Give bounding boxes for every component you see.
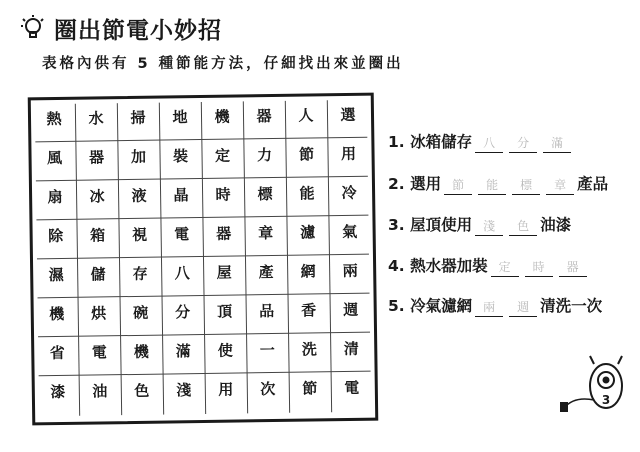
question-label: 4. 熱水器加裝: [388, 257, 488, 275]
grid-cell[interactable]: 風: [46, 148, 63, 168]
grid-cell[interactable]: 頂: [217, 302, 233, 321]
answer-blank[interactable]: 器: [559, 258, 587, 277]
grid-cell[interactable]: 器: [256, 107, 272, 126]
question-item: [388, 130, 574, 153]
grid-cell[interactable]: 烘: [91, 304, 107, 323]
grid-cell[interactable]: 次: [260, 380, 276, 399]
question-suffix: 清洗一次: [540, 297, 603, 315]
grid-cell[interactable]: 濾: [300, 223, 316, 242]
grid-cell[interactable]: 油: [92, 382, 108, 401]
grid-cell[interactable]: 儲: [90, 265, 106, 284]
answer-blank[interactable]: 章: [546, 176, 574, 195]
grid-cell[interactable]: 滿: [175, 342, 191, 361]
grid-cell[interactable]: 選: [340, 105, 356, 125]
grid-cell[interactable]: 品: [259, 302, 275, 321]
grid-cell[interactable]: 加: [130, 147, 147, 166]
title-row: [18, 12, 222, 44]
question-label: 5. 冷氣濾網: [388, 297, 473, 315]
grid-cell[interactable]: 網: [300, 262, 316, 281]
grid-cell[interactable]: 電: [174, 225, 190, 244]
answer-blank[interactable]: 淺: [475, 217, 503, 236]
grid-cell[interactable]: 能: [299, 184, 315, 203]
grid-cell[interactable]: 器: [216, 224, 232, 243]
answer-blank[interactable]: 週: [509, 298, 537, 317]
grid-cell[interactable]: 人: [298, 106, 314, 125]
grid-cell[interactable]: 濕: [48, 265, 64, 285]
grid-cell[interactable]: 電: [344, 378, 360, 398]
answer-blank[interactable]: 八: [475, 134, 503, 153]
word-search-grid: [28, 93, 379, 426]
grid-cell[interactable]: 時: [215, 185, 231, 204]
grid-cell[interactable]: 標: [257, 185, 273, 204]
grid-cell[interactable]: 兩: [342, 261, 358, 281]
grid-cell[interactable]: 存: [132, 264, 148, 283]
grid-cell[interactable]: 一: [259, 341, 275, 360]
grid-cell[interactable]: 器: [88, 148, 105, 167]
grid-cell[interactable]: 裝: [172, 147, 189, 166]
grid-cell[interactable]: 視: [132, 225, 148, 244]
grid-cell[interactable]: 扇: [47, 187, 63, 207]
grid-cell[interactable]: 箱: [90, 226, 106, 245]
grid-cell[interactable]: 冷: [341, 183, 357, 203]
instruction-text: 表格內供有 5 種節能方法，仔細找出來並圈出: [42, 56, 404, 72]
grid-cell[interactable]: 屋: [216, 263, 232, 282]
grid-cell[interactable]: 機: [133, 342, 149, 361]
mascot-plug-icon: [560, 350, 632, 420]
page-title: 圈出節電小妙招: [54, 17, 222, 44]
question-item: [388, 254, 590, 277]
question-label: 3. 屋頂使用: [388, 216, 473, 234]
answer-blank[interactable]: 能: [478, 176, 506, 195]
grid-cell[interactable]: 力: [256, 146, 273, 165]
grid-cell[interactable]: 淺: [176, 381, 192, 400]
answer-blank[interactable]: 時: [525, 258, 553, 277]
answer-blank[interactable]: 定: [491, 258, 519, 277]
question-suffix: 油漆: [540, 216, 572, 234]
grid-cell[interactable]: 香: [301, 301, 317, 320]
grid-cell[interactable]: 用: [218, 380, 234, 399]
grid-cell[interactable]: 漆: [50, 382, 66, 402]
grid-cell[interactable]: 洗: [301, 340, 317, 359]
grid-cell[interactable]: 冰: [89, 187, 105, 206]
grid-cell[interactable]: 產: [258, 263, 274, 282]
grid-cell[interactable]: 除: [48, 226, 64, 246]
grid-cell[interactable]: 節: [298, 145, 315, 164]
answer-blank[interactable]: 兩: [475, 298, 503, 317]
grid-cell[interactable]: 章: [258, 224, 274, 243]
grid-cell[interactable]: 色: [134, 381, 150, 400]
grid-cell[interactable]: 電: [91, 343, 107, 362]
answer-blank[interactable]: 標: [512, 176, 540, 195]
question-suffix: 產品: [577, 175, 609, 193]
grid-cell[interactable]: 分: [175, 303, 191, 322]
grid-cell[interactable]: 定: [214, 146, 231, 165]
grid-cell[interactable]: 機: [49, 304, 65, 324]
page-number: 3: [601, 393, 611, 407]
grid-cell[interactable]: 用: [340, 144, 357, 164]
grid-cell[interactable]: 週: [343, 300, 359, 320]
grid-cell[interactable]: 液: [131, 186, 147, 205]
answer-blank[interactable]: 節: [444, 176, 472, 195]
question-label: 1. 冰箱儲存: [388, 133, 473, 151]
grid-cell[interactable]: 熱: [46, 109, 62, 129]
grid-cell[interactable]: 晶: [173, 186, 189, 205]
answer-blank[interactable]: 分: [509, 134, 537, 153]
grid-cell[interactable]: 水: [88, 109, 104, 128]
grid-cell[interactable]: 碗: [133, 303, 149, 322]
grid-cell[interactable]: 八: [174, 264, 190, 283]
answer-blank[interactable]: 色: [509, 217, 537, 236]
grid-cell[interactable]: 節: [302, 379, 318, 398]
grid-cell[interactable]: 機: [214, 107, 230, 126]
grid-cell[interactable]: 氣: [341, 222, 358, 242]
grid-cell[interactable]: 清: [343, 339, 359, 359]
answer-blank[interactable]: 滿: [543, 134, 571, 153]
question-item: [388, 213, 571, 236]
grid-cell[interactable]: 省: [49, 343, 65, 363]
question-label: 2. 選用: [388, 175, 442, 193]
question-item: [388, 172, 608, 195]
grid-cell[interactable]: 地: [172, 108, 188, 127]
grid-cell[interactable]: 掃: [130, 108, 146, 127]
question-item: [388, 294, 602, 317]
lightbulb-icon: [18, 13, 48, 43]
grid-cell[interactable]: 使: [217, 341, 233, 360]
